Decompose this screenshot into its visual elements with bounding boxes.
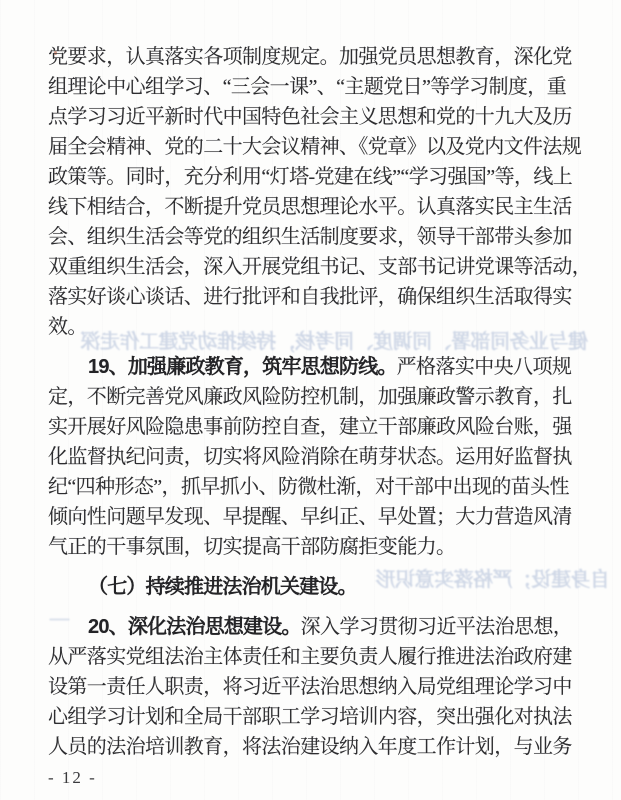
text-segment: 政策等。同时，充分利用“灯塔-党建在线”“学习强国”等，线上 xyxy=(48,166,573,188)
text-segment: 人员的法治培训教育，将法治建设纳入年度工作计划，与业务 xyxy=(48,736,572,758)
paragraph xyxy=(48,612,578,762)
text-segment: 倾向性问题早发现、早提醒、早纠正、早处置；大力营造风清 xyxy=(48,506,572,528)
text-line xyxy=(48,42,578,72)
bleedthrough-text: 自身建设；严格落实意识形 xyxy=(376,569,610,591)
text-line xyxy=(48,672,578,702)
text-line xyxy=(48,732,578,762)
text-line xyxy=(48,642,578,672)
text-line xyxy=(48,572,578,602)
text-line xyxy=(48,312,578,342)
text-line xyxy=(48,282,578,312)
text-line xyxy=(48,102,578,132)
text-segment: 效。 xyxy=(48,316,87,338)
text-segment-bold: 19、加强廉政教育，筑牢思想防线。 xyxy=(88,356,397,378)
text-segment: 严格落实中央八项规 xyxy=(396,356,572,378)
text-segment: 实开展好风险隐患事前防控自查，建立干部廉政风险台账，强 xyxy=(48,416,572,438)
text-segment: 线下相结合，不断提升党员思想理论水平。认真落实民主生活 xyxy=(48,196,572,218)
bleedthrough-text: 健与业务同部署、同调度、同考核，持续推动党建工作走深 xyxy=(81,331,588,353)
text-segment: 会、组织生活会等党的组织生活制度要求，领导干部带头参加 xyxy=(48,226,572,248)
text-segment-bold: （七）持续推进法治机关建设。 xyxy=(88,576,357,598)
text-segment: 从严落实党组法治主体责任和主要负责人履行推进法治政府建 xyxy=(48,646,572,668)
text-line xyxy=(48,412,578,442)
text-segment: 深入学习贯彻习近平法治思想， xyxy=(300,616,573,638)
text-line xyxy=(48,162,578,192)
text-line xyxy=(48,352,578,382)
text-line xyxy=(48,382,578,412)
text-line xyxy=(48,532,578,562)
text-segment: 组理论中心组学习、“三会一课”、“主题党日”等学习制度，重 xyxy=(48,76,567,98)
text-segment: 化监督执纪问责，切实将风险消除在萌芽状态。运用好监督执 xyxy=(48,446,572,468)
text-segment: 气正的干事氛围，切实提高干部防腐拒变能力。 xyxy=(48,536,456,558)
text-line xyxy=(48,222,578,252)
text-segment: 落实好谈心谈话、进行批评和自我批评，确保组织生活取得实 xyxy=(48,286,572,308)
text-line xyxy=(48,132,582,162)
bleedthrough-text: — xyxy=(50,608,70,630)
page-number: - 12 - xyxy=(48,768,97,787)
text-segment: 定，不断完善党风廉政风险防控机制，加强廉政警示教育，扎 xyxy=(48,386,572,408)
text-line xyxy=(48,192,578,222)
paragraph xyxy=(48,572,578,602)
text-segment: 党要求，认真落实各项制度规定。加强党员思想教育，深化党 xyxy=(48,46,572,68)
text-segment: 设第一责任人职责，将习近平法治思想纳入局党组理论学习中 xyxy=(48,676,572,698)
text-line xyxy=(48,252,592,282)
text-segment: 届全会精神、党的二十大会议精神、《党章》以及党内文件法规 xyxy=(48,136,582,158)
paragraph xyxy=(48,352,578,562)
text-line xyxy=(48,702,578,732)
text-segment: 点学习习近平新时代中国特色社会主义思想和党的十九大及历 xyxy=(48,106,572,128)
text-line xyxy=(48,502,578,532)
text-line xyxy=(48,72,578,102)
text-line xyxy=(48,472,578,502)
text-segment: 心组学习计划和全局干部职工学习培训内容，突出强化对执法 xyxy=(48,706,572,728)
text-segment: 纪“四种形态”，抓早抓小、防微杜渐，对干部中出现的苗头性 xyxy=(48,476,569,498)
text-segment-bold: 20、深化法治思想建设。 xyxy=(88,616,301,638)
text-column xyxy=(48,42,592,762)
text-line xyxy=(48,442,578,472)
text-line xyxy=(48,612,578,642)
text-segment: 双重组织生活会，深入开展党组书记、支部书记讲党课等活动， xyxy=(48,256,592,278)
